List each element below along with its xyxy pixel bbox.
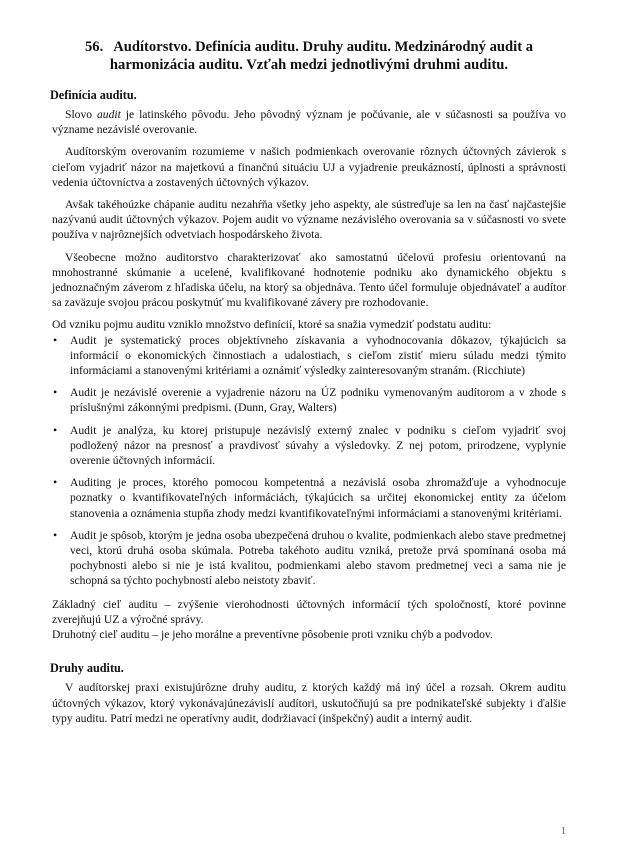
list-item <box>52 528 566 589</box>
list-item-text: Audit je systematický proces objektívneho získavania a vyhodnocovania dôkazov, týkajúcich sa informácií o ekonomických činnostiach a udalostiach, s cieľom zistiť mieru súladu medzi týmito informáciami a stanovenými kritériami a oznámiť výsledky zainteresovaným stranám. (Ricchiute) <box>70 333 566 378</box>
paragraph-origin-term: audit <box>97 108 121 121</box>
paragraph-origin <box>52 107 566 137</box>
paragraph-origin-pre: Slovo <box>65 108 97 121</box>
section-heading-definition: Definícia auditu. <box>50 88 137 102</box>
paragraph-primary-goal: Základný cieľ auditu – zvýšenie vierohodnosti účtovných informácií tých spoločností, ktoré povinne zverejňujú UZ a výročné správy. <box>52 597 566 626</box>
paragraph-secondary-goal: Druhotný cieľ auditu – je jeho morálne a preventívne pôsobenie proti vzniku chýb a podvodov. <box>52 628 493 642</box>
title-number: 56. <box>84 39 104 55</box>
list-item <box>52 423 566 469</box>
page-title <box>52 38 566 74</box>
paragraph-definitions-intro: Od vzniku pojmu auditu vzniklo množstvo definícií, ktoré sa snažia vymedziť podstatu auditu: <box>52 318 492 332</box>
page-number: 1 <box>561 826 566 837</box>
list-item-text: Audit je analýza, ku ktorej pristupuje nezávislý externý znalec v podniku s cieľom vyjadriť svoj podložený názor na presnosť a pravdivosť súvahy a výsledovky. Z nej potom, prirodzene, vyplynie overenie účtovných informácií. <box>70 423 566 468</box>
section-gap <box>52 649 566 661</box>
list-item-text: Audit je nezávislé overenie a vyjadrenie názoru na ÚZ podniku vymenovaným audítorom a v zhode s príslušnými zákonnými predpismi. (Dunn, Gray, Walters) <box>70 386 566 415</box>
list-item <box>52 475 566 521</box>
paragraph-audit-types: V audítorskej praxi existujúrôzne druhy auditu, z ktorých každý má iný účel a rozsah. Okrem auditu účtovných výkazov, ktorý vykonávajúnezávislí audítori, uskutočňujú sa pre podnikateľské subjekty i ďalšie typy auditu. Patrí medzi ne operatívny audit, dodržiavací (inšpekčný) audit a interný audit. <box>52 681 566 725</box>
list-item <box>52 333 566 379</box>
paragraph-narrow-concept: Avšak takéhoúzke chápanie auditu nezahŕňa všetky jeho aspekty, ale sústreďuje sa len na časť najčastejšie nazývanú audit účtovných výkazov. Pojem audit vo význame nezávislého overovania sa v súčasnosti vo svete používa v najrôznejších odvetviach hospodárskeho života. <box>52 198 566 242</box>
bullet-icon: • <box>53 385 58 400</box>
paragraph-auditor-verification: Audítorským overovaním rozumieme v našich podmienkach overovanie rôznych účtovných závierok s cieľom vyjadriť názor na majetkovú a finančnú situáciu UJ a vyjadrenie preukázností, úplnosti a správnosti vedenia účtovníctva a zostavených účtovných výkazov. <box>52 145 566 189</box>
definitions-list <box>52 333 566 589</box>
bullet-icon: • <box>53 332 58 347</box>
bullet-icon: • <box>53 475 58 490</box>
paragraph-origin-post: je latinského pôvodu. Jeho pôvodný význam je počúvanie, ale v súčasnosti sa používa vo význame nezávislé overovanie. <box>52 108 566 137</box>
bullet-icon: • <box>53 422 58 437</box>
section-heading-types: Druhy auditu. <box>50 661 124 676</box>
paragraph-auditing-profession: Všeobecne možno auditorstvo charakterizovať ako samostatnú účelovú profesiu orientovanú na mnohostranné skúmanie a ucelené, kvalifikované hodnotenie podniku ako dynamického objektu s jednoznačným záverom z hľadiska účelu, na ktorý sa objednáva. Tento účel formuluje objednávateľ a audítor sa zaväzuje svojou prácou poskytnúť mu kvalifikované závery pre rozhodovanie. <box>52 250 566 310</box>
bullet-icon: • <box>53 527 58 542</box>
list-item-text: Auditing je proces, ktorého pomocou kompetentná a nezávislá osoba zhromažďuje a vyhodnocuje poznatky o kvantifikovateľných informáciách, týkajúcich sa určitej ekonomickej entity za účelom stanovenia a oznámenia stupňa zhody medzi kvantifikovateľnými informáciami a stanovenými kritériami. <box>70 476 566 520</box>
list-item-text: Audit je spôsob, ktorým je jedna osoba ubezpečená druhou o kvalite, podmienkach alebo stave predmetnej veci, ktorú druhá osoba skúmala. Potreba takéhoto auditu vzniká, pretože prvá spomínaná osoba má pochybnosti alebo si nie je istá kvalitou, podmienkami alebo stavom predmetnej veci a sama nie je schopná sa týchto pochybností alebo neistoty zbaviť. <box>70 528 566 588</box>
list-item <box>52 385 566 415</box>
title-text: Audítorstvo. Definícia auditu. Druhy auditu. Medzinárodný audit a harmonizácia auditu. Vzťah medzi jednotlivými druhmi auditu. <box>109 39 534 73</box>
